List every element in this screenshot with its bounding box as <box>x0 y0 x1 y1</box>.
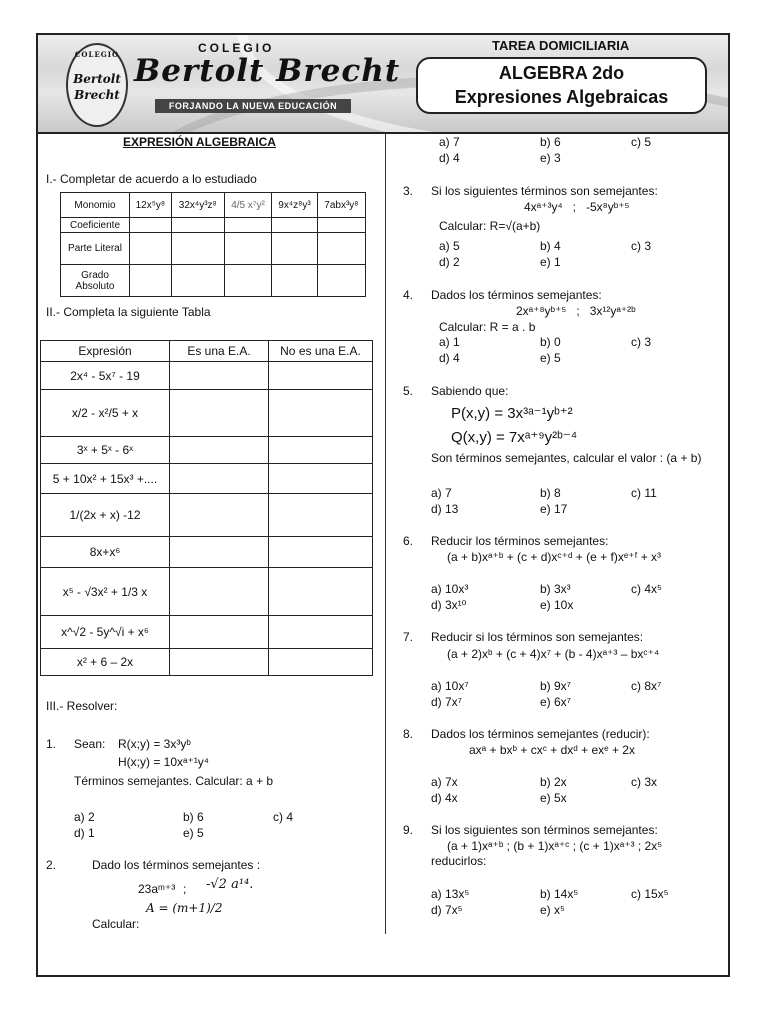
q9-tail: reducirlos: <box>431 854 487 868</box>
q6-text: Reducir los términos semejantes: <box>431 534 609 548</box>
monomial-cell: 4/5 x⁷y² <box>224 193 271 218</box>
q6-option: b) 3x³ <box>540 582 571 596</box>
q2-option: d) 4 <box>439 151 460 165</box>
q6-option: a) 10x³ <box>431 582 469 596</box>
q3-terms: 4xᵃ⁺³y⁴ ; -5x⁸yᵇ⁺⁵ <box>524 200 630 214</box>
q5-number: 5. <box>403 384 414 398</box>
col-header-es-ea: Es una E.A. <box>170 341 269 362</box>
q7-option: e) 6x⁷ <box>540 695 572 709</box>
q1-number: 1. <box>46 737 57 751</box>
q5-text: Sabiendo que: <box>431 384 509 398</box>
q4-text: Dados los términos semejantes: <box>431 288 602 302</box>
expression-cell: x² + 6 – 2x <box>41 649 170 676</box>
section-title: EXPRESIÓN ALGEBRAICA <box>123 135 276 149</box>
part1-title: I.- Completar de acuerdo a lo estudiado <box>46 172 257 186</box>
q5-poly-q: Q(x,y) = 7xᵃ⁺⁹y²ᵇ⁻⁴ <box>451 429 578 446</box>
q8-option: d) 4x <box>431 791 458 805</box>
q8-number: 8. <box>403 727 414 741</box>
q6-expression: (a + b)xᵃ⁺ᵇ + (c + d)xᶜ⁺ᵈ + (e + f)xᵉ⁺ᶠ + x³ <box>447 550 662 564</box>
q1-option: c) 4 <box>273 810 294 824</box>
q2-ask: Calcular: <box>92 917 140 931</box>
q8-text: Dados los términos semejantes (reducir): <box>431 727 650 741</box>
q4-option: d) 4 <box>439 351 460 365</box>
monomial-cell: 12x⁵y⁸ <box>130 193 172 218</box>
monomial-cell: 7abx³y⁸ <box>317 193 365 218</box>
q2-number: 2. <box>46 858 57 872</box>
q9-number: 9. <box>403 823 414 837</box>
q8-option: b) 2x <box>540 775 567 789</box>
row-header-grado-absoluto: Grado Absoluto <box>61 265 130 297</box>
q1-option: d) 1 <box>74 826 95 840</box>
q4-ask: Calcular: R = a . b <box>439 320 536 334</box>
monomial-cell: 32x⁴y³z⁸ <box>171 193 224 218</box>
q1-poly-r: R(x;y) = 3x³yᵇ <box>118 737 191 751</box>
q3-number: 3. <box>403 184 414 198</box>
q4-terms: 2xᵃ⁺⁸yᵇ⁺⁵ ; 3x¹²yᵃ⁺²ᵇ <box>516 304 636 318</box>
q3-option: a) 5 <box>439 239 460 253</box>
q3-text: Si los siguientes términos son semejantes: <box>431 184 658 198</box>
q2-option: c) 5 <box>631 135 652 149</box>
q8-expression: axᵃ + bxᵇ + cxᶜ + dxᵈ + exᵉ + 2x <box>469 743 635 757</box>
q9-text: Si los siguientes son términos semejantes: <box>431 823 658 837</box>
expression-table <box>40 340 373 676</box>
expression-cell: 3ˣ + 5ˣ - 6ˣ <box>41 437 170 464</box>
q1-lead: Sean: <box>74 737 106 751</box>
q5-option: a) 7 <box>431 486 452 500</box>
expression-cell: 8x+x⁶ <box>41 537 170 568</box>
q2-lead: Dado los términos semejantes : <box>92 858 261 872</box>
q9-option: d) 7x⁵ <box>431 903 463 917</box>
q6-number: 6. <box>403 534 414 548</box>
homework-label: TAREA DOMICILIARIA <box>492 38 630 53</box>
q7-option: a) 10x⁷ <box>431 679 469 693</box>
q5-poly-p: P(x,y) = 3x³ᵃ⁻¹yᵇ⁺² <box>451 405 573 422</box>
q7-text: Reducir si los términos son semejantes: <box>431 630 644 644</box>
q9-option: a) 13x⁵ <box>431 887 470 901</box>
q2-term-2: -√2 a¹⁴. <box>206 877 254 892</box>
q9-expression: (a + 1)xᵃ⁺ᵇ ; (b + 1)xᵃ⁺ᶜ ; (c + 1)xᵃ⁺³ ; 2x⁵ <box>447 839 663 853</box>
q8-option: a) 7x <box>431 775 458 789</box>
q5-option: d) 13 <box>431 502 459 516</box>
q8-option: c) 3x <box>631 775 658 789</box>
monomial-cell: 9x⁴z⁸y³ <box>272 193 318 218</box>
col-header-no-es-ea: No es una E.A. <box>269 341 373 362</box>
q9-option: b) 14x⁵ <box>540 887 579 901</box>
q6-option: e) 10x <box>540 598 574 612</box>
subject-title: ALGEBRA 2do <box>498 63 625 83</box>
q7-option: c) 8x⁷ <box>631 679 662 693</box>
column-divider <box>385 134 386 934</box>
q3-option: d) 2 <box>439 255 460 269</box>
q2-separator: ; <box>183 882 187 896</box>
part3-title: III.- Resolver: <box>46 699 118 713</box>
q1-option: b) 6 <box>183 810 204 824</box>
q8-option: e) 5x <box>540 791 567 805</box>
q9-option: e) x⁵ <box>540 903 565 917</box>
q3-ask: Calcular: R=√(a+b) <box>439 219 541 233</box>
q7-number: 7. <box>403 630 414 644</box>
col-header-expresion: Expresión <box>41 341 170 362</box>
q1-poly-h: H(x;y) = 10xᵃ⁺¹y⁴ <box>118 755 209 769</box>
row-header-coeficiente: Coeficiente <box>61 218 130 233</box>
q2-formula: A = (m+1)/2 <box>146 901 223 915</box>
q7-option: b) 9x⁷ <box>540 679 572 693</box>
expression-cell: 5 + 10x² + 15x³ +.... <box>41 464 170 494</box>
school-name: Bertolt Brecht <box>134 53 401 89</box>
q4-option: a) 1 <box>439 335 460 349</box>
row-header-parte-literal: Parte Literal <box>61 233 130 265</box>
q5-option: c) 11 <box>631 486 657 500</box>
part2-title: II.- Completa la siguiente Tabla <box>46 305 211 319</box>
q5-option: b) 8 <box>540 486 561 500</box>
q2-term-1: 23aᵐ⁺³ <box>138 882 176 896</box>
logo-line-3: Brecht <box>74 88 120 102</box>
q6-option: d) 3x¹⁰ <box>431 598 467 612</box>
q9-option: c) 15x⁵ <box>631 887 669 901</box>
q1-ask: Términos semejantes. Calcular: a + b <box>74 774 274 788</box>
expression-cell: 2x⁴ - 5x⁷ - 19 <box>41 362 170 390</box>
q4-option: c) 3 <box>631 335 652 349</box>
q2-option: a) 7 <box>439 135 460 149</box>
expression-cell: x/2 - x²/5 + x <box>41 390 170 437</box>
topic-title: Expresiones Algebraicas <box>454 87 669 107</box>
row-header-monomio: Monomio <box>61 193 130 218</box>
q4-number: 4. <box>403 288 414 302</box>
q4-option: e) 5 <box>540 351 561 365</box>
q6-option: c) 4x⁵ <box>631 582 662 596</box>
q1-option: a) 2 <box>74 810 95 824</box>
q5-option: e) 17 <box>540 502 568 516</box>
school-small-label: COLEGIO <box>198 41 275 55</box>
expression-cell: x⁵ - √3x² + 1/3 x <box>41 568 170 616</box>
q2-option: b) 6 <box>540 135 561 149</box>
q4-option: b) 0 <box>540 335 561 349</box>
logo-line-1: COLEGIO <box>74 50 120 59</box>
expression-cell: 1/(2x + x) -12 <box>41 494 170 537</box>
q5-ask: Son términos semejantes, calcular el valor : (a + b) <box>431 451 702 465</box>
q3-option: b) 4 <box>540 239 561 253</box>
monomial-table <box>60 192 366 297</box>
q3-option: e) 1 <box>540 255 561 269</box>
q7-option: d) 7x⁷ <box>431 695 463 709</box>
q7-expression: (a + 2)xᵇ + (c + 4)x⁷ + (b - 4)xᵃ⁺³ – bxᶜ⁺⁴ <box>447 647 660 661</box>
logo-line-2: Bertolt <box>73 72 121 86</box>
q3-option: c) 3 <box>631 239 652 253</box>
q1-option: e) 5 <box>183 826 204 840</box>
q2-option: e) 3 <box>540 151 561 165</box>
school-motto: FORJANDO LA NUEVA EDUCACIÓN <box>155 99 351 113</box>
expression-cell: x^√2 - 5y^√i + x⁶ <box>41 616 170 649</box>
